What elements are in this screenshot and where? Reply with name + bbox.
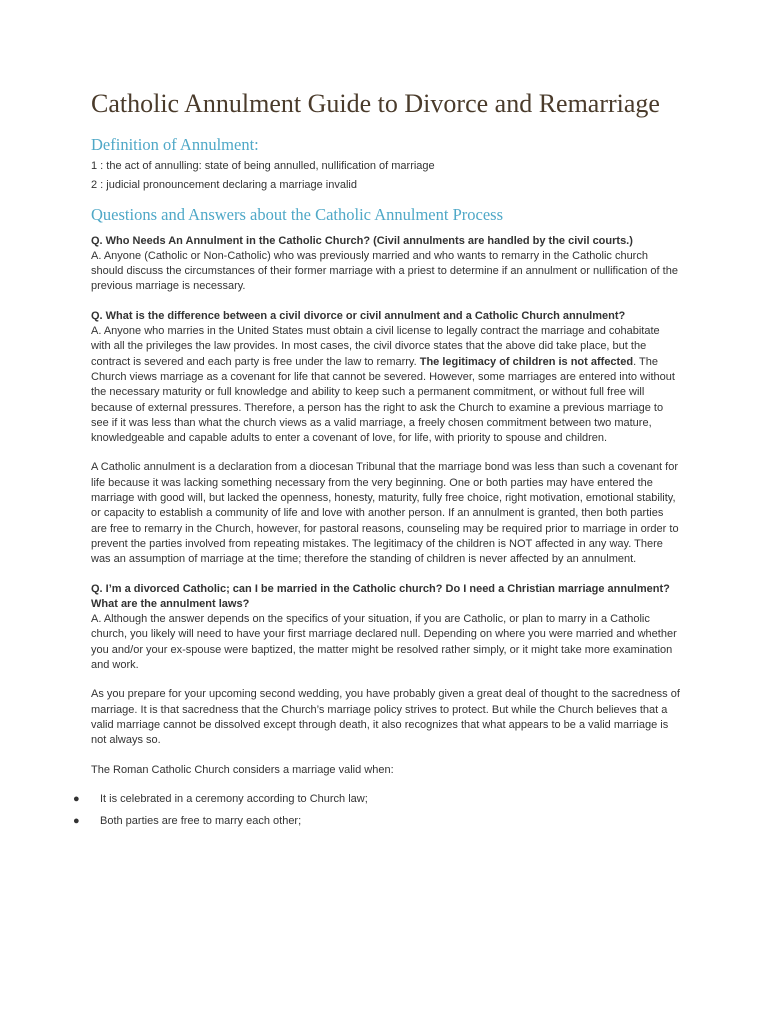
answer-2 — [91, 324, 682, 446]
validity-list — [73, 792, 682, 830]
bullet-icon: ● — [73, 792, 80, 805]
qa-block-2 — [91, 309, 682, 447]
answer-2-part-2: . The Church views marriage as a covenant for life that cannot be severed. However, some marriages are entered into without the necessary maturity or full knowledge and ability to keep such a permanent commitment, or without full free will because of external pressures. Therefore, a person has the right to ask the Church to examine a previous marriage to see if it was less than what the church views as a valid marriage, a freely chosen commitment between two mature, knowledgeable and capable adults to enter a covenant of love, for life, with priority to spouse and children. — [91, 355, 675, 445]
list-item-text: It is celebrated in a ceremony according to Church law; — [100, 792, 368, 805]
answer-3-paragraph-3: The Roman Catholic Church considers a marriage valid when: — [91, 763, 394, 776]
definition-item-1: 1 : the act of annulling: state of being annulled, nullification of marriage — [91, 160, 435, 172]
list-item — [73, 814, 682, 829]
answer-2-bold: The legitimacy of children is not affected — [419, 355, 634, 368]
qa-block-3-paragraph-2 — [91, 687, 682, 748]
list-item — [73, 792, 682, 807]
answer-3-paragraph-2: As you prepare for your upcoming second wedding, you have probably given a great deal of thought to the sacredness of marriage. It is that sacredness that the Church’s marriage policy strives to protect. But while the Church believes that a valid marriage cannot be dissolved except through death, it also recognizes that what appears to be a valid marriage is not always so. — [91, 688, 680, 747]
question-1: Q. Who Needs An Annulment in the Catholic Church? (Civil annulments are handled by the civil courts.) — [91, 234, 633, 247]
answer-2-paragraph-2: A Catholic annulment is a declaration from a diocesan Tribunal that the marriage bond was less than such a covenant for life because it was lacking something necessary from the very beginning. One or both parties may have entered the marriage with good will, but lacked the openness, honesty, maturity, fully free choice, right motivation, emotional stability, or capacity to establish a community of life and love with another person. If an annulment is granted, then both parties are free to remarry in the Church, however, for pastoral reasons, counseling may be required prior to marriage in order to prevent the parties involved from repeating mistakes. The legitimacy of the children is NOT affected in any way. There was an assumption of marriage at the time; therefore the standing of children is never affected by an annulment. — [91, 461, 679, 566]
qa-heading: Questions and Answers about the Catholic Annulment Process — [91, 204, 503, 224]
answer-1: A. Anyone (Catholic or Non-Catholic) who was previously married and who wants to remarry in the Catholic church should discuss the circumstances of their former marriage with a priest to determine if an annulment or nullification of the previous marriage is necessary. — [91, 249, 678, 293]
question-2: Q. What is the difference between a civil divorce or civil annulment and a Catholic Church annulment? — [91, 309, 626, 322]
document-title: Catholic Annulment Guide to Divorce and Remarriage — [91, 89, 660, 118]
answer-2-part-1: A. Anyone who marries in the United States must obtain a civil license to legally contract the marriage and cohabitate with all the privileges the law provides. In most cases, the civil divorce states that the above did take place, but the contract is severed and each party is free under the law to remarry. — [91, 325, 660, 368]
bullet-icon: ● — [73, 815, 80, 828]
definition-heading: Definition of Annulment: — [91, 135, 259, 154]
qa-block-1 — [91, 234, 682, 295]
answer-3: A. Although the answer depends on the specifics of your situation, if you are Catholic, or plan to marry in a Catholic church, you likely will need to have your first marriage declared null. Depending on where you were married and whether you and/or your ex-spouse were baptized, the matter might be resolved rather simply, or it might take more examination and work. — [91, 613, 677, 672]
definition-item-2: 2 : judicial pronouncement declaring a marriage invalid — [91, 179, 357, 192]
qa-block-3-paragraph-3 — [91, 763, 682, 778]
qa-block-3 — [91, 582, 682, 674]
list-item-text: Both parties are free to marry each other; — [100, 815, 302, 828]
question-3: Q. I’m a divorced Catholic; can I be married in the Catholic church? Do I need a Christian marriage annulment? What are the annulment laws? — [91, 582, 670, 610]
qa-block-2-continued — [91, 460, 682, 567]
